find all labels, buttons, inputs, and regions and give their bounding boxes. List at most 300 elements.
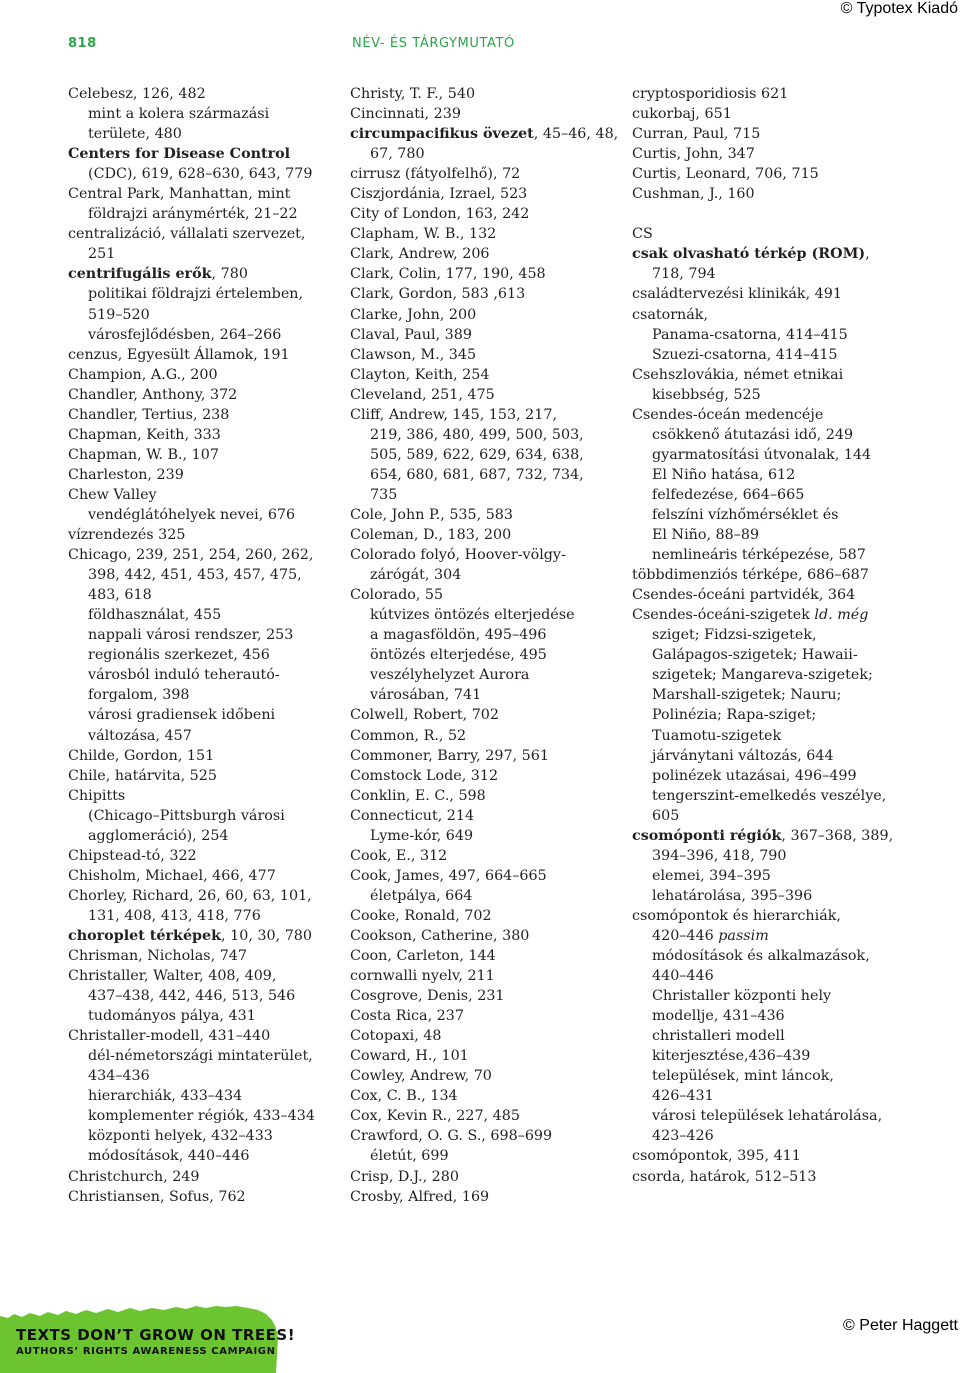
index-entry bbox=[632, 365, 904, 385]
entry-text: dél-németországi mintaterület, bbox=[88, 1048, 313, 1065]
bold-term: Centers for Disease Control bbox=[68, 146, 291, 163]
index-subentry bbox=[350, 445, 622, 465]
entry-text: Cowley, Andrew, 70 bbox=[350, 1068, 492, 1085]
entry-text: mint a kolera származási bbox=[88, 106, 270, 123]
index-entry bbox=[68, 766, 340, 786]
index-entry bbox=[68, 1026, 340, 1046]
entry-text: komplementer régiók, 433–434 bbox=[88, 1108, 315, 1125]
entry-text: 251 bbox=[88, 246, 116, 263]
entry-text: Costa Rica, 237 bbox=[350, 1008, 464, 1025]
entry-text: Chipitts bbox=[68, 787, 126, 804]
entry-text: többdimenziós térképe, 686–687 bbox=[632, 567, 869, 584]
entry-text: 440–446 bbox=[652, 968, 714, 985]
index-subentry bbox=[632, 425, 904, 445]
entry-text: felszíni vízhőmérséklet és bbox=[652, 506, 839, 523]
index-entry bbox=[350, 284, 622, 304]
index-subentry bbox=[68, 204, 340, 224]
entry-text: 735 bbox=[370, 486, 398, 503]
entry-text: 67, 780 bbox=[370, 146, 425, 163]
entry-text: Cotopaxi, 48 bbox=[350, 1028, 442, 1045]
entry-text: Colorado folyó, Hoover-völgy- bbox=[350, 547, 566, 564]
entry-text: , 10, 30, 780 bbox=[221, 927, 312, 944]
entry-text: Comstock Lode, 312 bbox=[350, 767, 499, 784]
entry-text: veszélyhelyzet Aurora bbox=[370, 667, 530, 684]
entry-text: csatornák, bbox=[632, 306, 708, 323]
index-subentry bbox=[68, 565, 340, 585]
entry-text: városi települések lehatárolása, bbox=[652, 1108, 883, 1125]
index-entry bbox=[68, 224, 340, 244]
entry-text: agglomeráció), 254 bbox=[88, 827, 229, 844]
index-entry bbox=[68, 966, 340, 986]
running-head: NÉV- ÉS TÁRGYMUTATÓ bbox=[352, 36, 515, 51]
entry-text: Csendes-óceáni-szigetek bbox=[632, 607, 815, 624]
entry-text: Tuamotu-szigetek bbox=[652, 727, 782, 744]
entry-text: módosítások, 440–446 bbox=[88, 1148, 250, 1165]
index-subentry bbox=[68, 605, 340, 625]
index-entry bbox=[350, 1187, 622, 1207]
entry-text: Coward, H., 101 bbox=[350, 1048, 469, 1065]
index-entry bbox=[632, 565, 904, 585]
entry-text: felfedezése, 664–665 bbox=[652, 486, 805, 503]
index-entry bbox=[350, 966, 622, 986]
index-subentry bbox=[632, 385, 904, 405]
index-entry bbox=[632, 605, 904, 625]
index-entry bbox=[350, 385, 622, 405]
entry-text: Commoner, Barry, 297, 561 bbox=[350, 747, 549, 764]
entry-text: kútvizes öntözés elterjedése bbox=[370, 607, 575, 624]
index-subentry bbox=[68, 1106, 340, 1126]
entry-text: Clarke, John, 200 bbox=[350, 306, 477, 323]
index-subentry bbox=[632, 886, 904, 906]
entry-text: Chorley, Richard, 26, 60, 63, 101, bbox=[68, 887, 312, 904]
index-entry bbox=[632, 826, 904, 846]
index-entry bbox=[632, 305, 904, 325]
index-subentry bbox=[632, 946, 904, 966]
entry-text: életpálya, 664 bbox=[370, 887, 473, 904]
index-entry bbox=[350, 1167, 622, 1187]
entry-text: , 45–46, 48, bbox=[533, 126, 619, 143]
index-entry bbox=[68, 425, 340, 445]
entry-text: Chandler, Tertius, 238 bbox=[68, 406, 230, 423]
index-entry bbox=[68, 846, 340, 866]
entry-text: Lyme-kór, 649 bbox=[370, 827, 474, 844]
entry-text: sziget; Fidzsi-szigetek, bbox=[652, 627, 817, 644]
index-subentry bbox=[68, 1126, 340, 1146]
entry-text: csorda, határok, 512–513 bbox=[632, 1168, 817, 1185]
index-subentry bbox=[632, 726, 904, 746]
index-entry bbox=[350, 124, 622, 144]
index-subentry bbox=[68, 806, 340, 826]
index-entry bbox=[350, 786, 622, 806]
entry-text: 605 bbox=[652, 807, 680, 824]
index-subentry bbox=[350, 685, 622, 705]
entry-text: Clapham, W. B., 132 bbox=[350, 226, 497, 243]
index-entry bbox=[350, 505, 622, 525]
index-entry bbox=[632, 585, 904, 605]
index-subentry bbox=[632, 806, 904, 826]
entry-text: Chapman, W. B., 107 bbox=[68, 446, 219, 463]
index-entry bbox=[350, 746, 622, 766]
entry-text: (Chicago–Pittsburgh városi bbox=[88, 807, 285, 824]
index-subentry bbox=[632, 746, 904, 766]
entry-text: Cox, C. B., 134 bbox=[350, 1088, 458, 1105]
entry-text: christalleri modell bbox=[652, 1028, 785, 1045]
index-entry bbox=[350, 1046, 622, 1066]
entry-text: , bbox=[865, 246, 870, 263]
entry-text: politikai földrajzi értelemben, bbox=[88, 286, 304, 303]
index-subentry bbox=[68, 906, 340, 926]
index-subentry bbox=[632, 1086, 904, 1106]
entry-text: Cosgrove, Denis, 231 bbox=[350, 988, 505, 1005]
entry-text: Panama-csatorna, 414–415 bbox=[652, 326, 848, 343]
index-entry bbox=[350, 1106, 622, 1126]
index-subentry bbox=[68, 625, 340, 645]
entry-text: hierarchiák, 433–434 bbox=[88, 1088, 243, 1105]
entry-text: zárógát, 304 bbox=[370, 567, 462, 584]
entry-text: Christaller, Walter, 408, 409, bbox=[68, 968, 277, 985]
index-entry bbox=[68, 866, 340, 886]
index-entry bbox=[632, 164, 904, 184]
entry-text: 654, 680, 681, 687, 732, 734, bbox=[370, 466, 584, 483]
index-entry bbox=[350, 1086, 622, 1106]
entry-text: cenzus, Egyesült Államok, 191 bbox=[68, 346, 290, 363]
entry-text: lehatárolása, 395–396 bbox=[652, 887, 813, 904]
bold-term: centrifugális erők bbox=[68, 266, 212, 283]
index-entry bbox=[632, 244, 904, 264]
entry-text: Chrisman, Nicholas, 747 bbox=[68, 948, 247, 965]
entry-text: kisebbség, 525 bbox=[652, 386, 761, 403]
entry-text: Christy, T. F., 540 bbox=[350, 86, 476, 102]
entry-text: elemei, 394–395 bbox=[652, 867, 771, 884]
entry-text: Cleveland, 251, 475 bbox=[350, 386, 495, 403]
index-entry bbox=[632, 1146, 904, 1166]
entry-text: nappali városi rendszer, 253 bbox=[88, 627, 294, 644]
index-subentry bbox=[68, 1086, 340, 1106]
index-subentry bbox=[632, 525, 904, 545]
entry-text: Coon, Carleton, 144 bbox=[350, 948, 496, 965]
bold-term: csomóponti régiók bbox=[632, 827, 782, 844]
entry-text: családtervezési klinikák, 491 bbox=[632, 286, 842, 303]
entry-text: Cole, John P., 535, 583 bbox=[350, 506, 513, 523]
index-subentry bbox=[632, 705, 904, 725]
entry-text: Clark, Andrew, 206 bbox=[350, 246, 490, 263]
entry-text: városból induló teherautó- bbox=[88, 667, 280, 684]
entry-text: 423–426 bbox=[652, 1128, 714, 1145]
index-entry bbox=[350, 766, 622, 786]
index-subentry bbox=[632, 445, 904, 465]
entry-text: Chew Valley bbox=[68, 486, 157, 503]
entry-text: Ciszjordánia, Izrael, 523 bbox=[350, 186, 528, 203]
index-column-2 bbox=[350, 84, 622, 1207]
index-subentry bbox=[68, 1046, 340, 1066]
entry-text: városában, 741 bbox=[370, 687, 482, 704]
index-entry bbox=[632, 84, 904, 104]
campaign-banner bbox=[0, 1306, 300, 1373]
entry-text: cryptosporidiosis 621 bbox=[632, 86, 789, 102]
index-entry bbox=[68, 786, 340, 806]
index-entry bbox=[350, 164, 622, 184]
entry-text: cirrusz (fátyolfelhő), 72 bbox=[350, 166, 521, 183]
entry-text: CS bbox=[632, 226, 653, 243]
index-subentry bbox=[632, 1126, 904, 1146]
index-subentry bbox=[350, 665, 622, 685]
entry-text: Chisholm, Michael, 466, 477 bbox=[68, 867, 276, 884]
index-subentry bbox=[350, 144, 622, 164]
index-entry bbox=[68, 525, 340, 545]
entry-text: Common, R., 52 bbox=[350, 727, 467, 744]
entry-text: Chapman, Keith, 333 bbox=[68, 426, 221, 443]
index-column-3 bbox=[632, 84, 904, 1187]
index-subentry bbox=[68, 284, 340, 304]
index-subentry bbox=[632, 1106, 904, 1126]
index-subentry bbox=[68, 826, 340, 846]
entry-text: Connecticut, 214 bbox=[350, 807, 475, 824]
index-entry bbox=[350, 1066, 622, 1086]
index-subentry bbox=[68, 645, 340, 665]
entry-text: Claval, Paul, 389 bbox=[350, 326, 472, 343]
index-entry bbox=[632, 144, 904, 164]
index-subentry bbox=[68, 305, 340, 325]
entry-text: Colwell, Robert, 702 bbox=[350, 707, 499, 724]
entry-text: Central Park, Manhattan, mint bbox=[68, 186, 291, 203]
index-subentry bbox=[68, 685, 340, 705]
entry-text: tengerszint-emelkedés veszélye, bbox=[652, 787, 887, 804]
entry-text: Galápagos-szigetek; Hawaii- bbox=[652, 647, 858, 664]
entry-text: életút, 699 bbox=[370, 1148, 449, 1165]
index-column-1 bbox=[68, 84, 340, 1207]
entry-text: 420–446 bbox=[652, 927, 719, 944]
index-subentry bbox=[350, 565, 622, 585]
copyright-bottom: © Peter Haggett bbox=[843, 1317, 958, 1334]
index-entry bbox=[350, 946, 622, 966]
entry-text: 434–436 bbox=[88, 1068, 150, 1085]
index-entry bbox=[350, 325, 622, 345]
entry-text: Cookson, Catherine, 380 bbox=[350, 927, 530, 944]
index-entry bbox=[632, 184, 904, 204]
entry-text: Clark, Colin, 177, 190, 458 bbox=[350, 266, 546, 283]
banner-subtitle: AUTHORS’ RIGHTS AWARENESS CAMPAIGN bbox=[16, 1346, 276, 1357]
entry-text: Crawford, O. G. S., 698–699 bbox=[350, 1128, 553, 1145]
index-subentry bbox=[68, 164, 340, 184]
entry-text: tudományos pálya, 431 bbox=[88, 1008, 256, 1025]
index-subentry bbox=[350, 826, 622, 846]
index-entry bbox=[350, 726, 622, 746]
banner-title: TEXTS DON’T GROW ON TREES! bbox=[16, 1326, 296, 1344]
entry-text: változása, 457 bbox=[88, 727, 192, 744]
index-subentry bbox=[632, 485, 904, 505]
index-entry bbox=[350, 545, 622, 565]
index-subentry bbox=[632, 966, 904, 986]
index-subentry bbox=[350, 625, 622, 645]
entry-text: 505, 589, 622, 629, 634, 638, bbox=[370, 446, 584, 463]
entry-text: centralizáció, vállalati szervezet, bbox=[68, 226, 306, 243]
entry-text: Cox, Kevin R., 227, 485 bbox=[350, 1108, 520, 1125]
entry-text: Clark, Gordon, 583 ,613 bbox=[350, 286, 526, 303]
entry-text: Childe, Gordon, 151 bbox=[68, 747, 215, 764]
index-entry bbox=[350, 866, 622, 886]
index-entry bbox=[68, 445, 340, 465]
entry-text: Celebesz, 126, 482 bbox=[68, 86, 206, 102]
entry-text: Conklin, E. C., 598 bbox=[350, 787, 486, 804]
entry-text: Clayton, Keith, 254 bbox=[350, 366, 490, 383]
entry-text: Christaller központi hely bbox=[652, 988, 832, 1005]
index-subentry bbox=[632, 645, 904, 665]
index-entry bbox=[632, 405, 904, 425]
index-subentry bbox=[68, 1066, 340, 1086]
index-entry bbox=[68, 365, 340, 385]
index-entry bbox=[68, 345, 340, 365]
entry-text: vízrendezés 325 bbox=[68, 527, 186, 544]
entry-text: Christchurch, 249 bbox=[68, 1168, 200, 1185]
index-subentry bbox=[350, 425, 622, 445]
entry-text: Csendes-óceáni partvidék, 364 bbox=[632, 587, 856, 604]
entry-text: a magasföldön, 495–496 bbox=[370, 627, 547, 644]
index-subentry bbox=[68, 726, 340, 746]
bold-term: circumpacifikus övezet bbox=[350, 126, 534, 143]
index-subentry bbox=[350, 605, 622, 625]
index-entry bbox=[350, 184, 622, 204]
index-entry bbox=[350, 365, 622, 385]
entry-text: települések, mint láncok, bbox=[652, 1068, 834, 1085]
index-entry bbox=[68, 465, 340, 485]
entry-text: Christaller-modell, 431–440 bbox=[68, 1028, 271, 1045]
index-entry bbox=[350, 345, 622, 365]
entry-text: Champion, A.G., 200 bbox=[68, 366, 218, 383]
entry-text: csökkenő átutazási idő, 249 bbox=[652, 426, 854, 443]
index-subentry bbox=[632, 505, 904, 525]
entry-text: Charleston, 239 bbox=[68, 466, 184, 483]
entry-text: Marshall-szigetek; Nauru; bbox=[652, 687, 842, 704]
index-entry bbox=[68, 886, 340, 906]
index-entry bbox=[68, 545, 340, 565]
index-entry bbox=[350, 264, 622, 284]
entry-text: Szuezi-csatorna, 414–415 bbox=[652, 346, 838, 363]
index-entry bbox=[68, 84, 340, 104]
index-entry bbox=[632, 224, 904, 244]
entry-text: Chile, határvita, 525 bbox=[68, 767, 217, 784]
entry-text: Curtis, John, 347 bbox=[632, 146, 755, 163]
index-entry bbox=[350, 806, 622, 826]
index-entry bbox=[68, 405, 340, 425]
entry-text: Cook, E., 312 bbox=[350, 847, 448, 864]
index-subentry bbox=[632, 866, 904, 886]
entry-text: csomópontok, 395, 411 bbox=[632, 1148, 801, 1165]
entry-text: Cook, James, 497, 664–665 bbox=[350, 867, 547, 884]
entry-text: modellje, 431–436 bbox=[652, 1008, 785, 1025]
index-subentry bbox=[632, 846, 904, 866]
index-subentry bbox=[68, 665, 340, 685]
entry-text: Csehszlovákia, német etnikai bbox=[632, 366, 844, 383]
index-entry bbox=[68, 926, 340, 946]
entry-text: 131, 408, 413, 418, 776 bbox=[88, 907, 261, 924]
index-entry bbox=[350, 224, 622, 244]
index-entry bbox=[350, 525, 622, 545]
index-entry bbox=[68, 144, 340, 164]
index-subentry bbox=[350, 1146, 622, 1166]
index-entry bbox=[632, 1167, 904, 1187]
entry-text: City of London, 163, 242 bbox=[350, 206, 530, 223]
entry-gap bbox=[632, 204, 904, 224]
entry-text: Chipstead-tó, 322 bbox=[68, 847, 197, 864]
entry-text: El Niño hatása, 612 bbox=[652, 466, 796, 483]
entry-text: (CDC), 619, 628–630, 643, 779 bbox=[88, 166, 313, 183]
entry-text: Cooke, Ronald, 702 bbox=[350, 907, 492, 924]
index-subentry bbox=[68, 124, 340, 144]
index-subentry bbox=[350, 886, 622, 906]
entry-text: cornwalli nyelv, 211 bbox=[350, 968, 495, 985]
index-subentry bbox=[68, 244, 340, 264]
entry-text: 398, 442, 451, 453, 457, 475, bbox=[88, 567, 302, 584]
bold-term: choroplet térképek bbox=[68, 927, 222, 944]
index-subentry bbox=[632, 545, 904, 565]
entry-text: városi gradiensek időbeni bbox=[88, 707, 276, 724]
entry-text: járványtani változás, 644 bbox=[652, 747, 834, 764]
index-subentry bbox=[632, 665, 904, 685]
entry-text: 483, 618 bbox=[88, 587, 152, 604]
index-subentry bbox=[632, 1046, 904, 1066]
entry-text: vendéglátóhelyek nevei, 676 bbox=[88, 506, 296, 523]
index-subentry bbox=[68, 986, 340, 1006]
index-entry bbox=[68, 746, 340, 766]
entry-text: gyarmatosítási útvonalak, 144 bbox=[652, 446, 872, 463]
entry-text: Cushman, J., 160 bbox=[632, 186, 755, 203]
index-entry bbox=[350, 204, 622, 224]
entry-text: kiterjesztése,436–439 bbox=[652, 1048, 811, 1065]
entry-text: , 367–368, 389, bbox=[781, 827, 894, 844]
entry-text: 219, 386, 480, 499, 500, 503, bbox=[370, 426, 584, 443]
index-subentry bbox=[632, 926, 904, 946]
entry-text: Csendes-óceán medencéje bbox=[632, 406, 824, 423]
entry-text: Polinézia; Rapa-sziget; bbox=[652, 707, 817, 724]
index-entry bbox=[68, 264, 340, 284]
entry-text: földhasználat, 455 bbox=[88, 607, 222, 624]
entry-text: , 780 bbox=[211, 266, 248, 283]
index-subentry bbox=[68, 705, 340, 725]
entry-text: központi helyek, 432–433 bbox=[88, 1128, 273, 1145]
entry-text: városfejlődésben, 264–266 bbox=[88, 326, 282, 343]
entry-text: csomópontok és hierarchiák, bbox=[632, 907, 841, 924]
entry-text: forgalom, 398 bbox=[88, 687, 190, 704]
index-subentry bbox=[632, 786, 904, 806]
page-number: 818 bbox=[68, 36, 97, 51]
entry-text: Clawson, M., 345 bbox=[350, 346, 477, 363]
index-subentry bbox=[632, 625, 904, 645]
index-subentry bbox=[632, 345, 904, 365]
index-subentry bbox=[68, 104, 340, 124]
index-entry bbox=[68, 1167, 340, 1187]
index-entry bbox=[632, 124, 904, 144]
entry-text: Crosby, Alfred, 169 bbox=[350, 1188, 490, 1205]
entry-text: földrajzi aránymérték, 21–22 bbox=[88, 206, 298, 223]
index-entry bbox=[350, 1026, 622, 1046]
index-entry bbox=[68, 184, 340, 204]
index-subentry bbox=[632, 685, 904, 705]
entry-text: Crisp, D.J., 280 bbox=[350, 1168, 459, 1185]
index-entry bbox=[350, 926, 622, 946]
italic-text: ld. még bbox=[814, 607, 869, 624]
index-entry bbox=[632, 284, 904, 304]
entry-text: Christiansen, Sofus, 762 bbox=[68, 1188, 246, 1205]
entry-text: polinézek utazásai, 496–499 bbox=[652, 767, 857, 784]
index-subentry bbox=[632, 465, 904, 485]
italic-text: passim bbox=[718, 927, 769, 944]
index-subentry bbox=[350, 485, 622, 505]
index-subentry bbox=[68, 585, 340, 605]
entry-text: 718, 794 bbox=[652, 266, 716, 283]
entry-text: regionális szerkezet, 456 bbox=[88, 647, 270, 664]
index-entry bbox=[350, 846, 622, 866]
index-subentry bbox=[632, 766, 904, 786]
